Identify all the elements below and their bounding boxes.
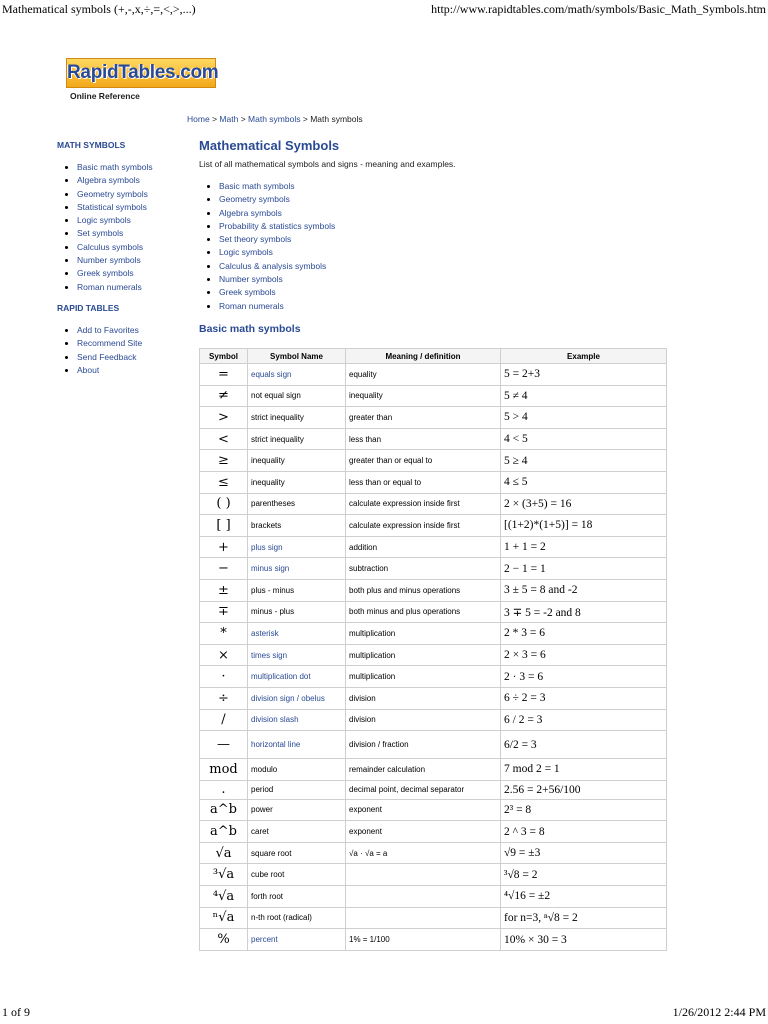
meaning-cell: multiplication bbox=[346, 644, 501, 666]
table-row bbox=[200, 842, 667, 864]
column-header: Meaning / definition bbox=[346, 349, 501, 364]
example-cell: 5 > 4 bbox=[501, 407, 667, 429]
table-row bbox=[200, 709, 667, 731]
symbol-cell: = bbox=[200, 364, 248, 386]
symbol-cell: ( ) bbox=[200, 493, 248, 515]
meaning-cell: multiplication bbox=[346, 623, 501, 645]
breadcrumb bbox=[187, 114, 363, 124]
toc-item bbox=[219, 180, 335, 193]
toc-link[interactable]: Algebra symbols bbox=[219, 207, 282, 218]
sidebar-math-item bbox=[77, 188, 153, 201]
symbol-cell: . bbox=[200, 780, 248, 799]
symbol-name-link[interactable]: plus sign bbox=[251, 542, 283, 552]
symbol-name-link[interactable]: division sign / obelus bbox=[251, 693, 325, 703]
breadcrumb-math[interactable]: Math bbox=[219, 114, 239, 124]
column-header: Symbol bbox=[200, 349, 248, 364]
table-row bbox=[200, 428, 667, 450]
meaning-cell: both plus and minus operations bbox=[346, 579, 501, 601]
symbol-name-link[interactable]: minus sign bbox=[251, 564, 290, 574]
sidebar-math-link[interactable]: Basic math symbols bbox=[77, 162, 153, 172]
example-cell: 10% × 30 = 3 bbox=[501, 929, 667, 951]
symbol-name-link[interactable]: horizontal line bbox=[251, 740, 301, 750]
symbol-name-cell: minus - plus bbox=[248, 601, 346, 623]
sidebar-math-item bbox=[77, 161, 153, 174]
example-cell: 5 ≥ 4 bbox=[501, 450, 667, 472]
symbol-cell: mod bbox=[200, 759, 248, 781]
sidebar-math-item bbox=[77, 227, 153, 240]
meaning-cell: calculate expression inside first bbox=[346, 493, 501, 515]
symbol-name-cell: caret bbox=[248, 821, 346, 843]
symbol-name-cell: brackets bbox=[248, 515, 346, 537]
example-cell: 2 − 1 = 1 bbox=[501, 558, 667, 580]
toc-link[interactable]: Number symbols bbox=[219, 274, 283, 285]
table-row bbox=[200, 493, 667, 515]
sidebar-rapid-link[interactable]: Send Feedback bbox=[77, 351, 137, 362]
meaning-cell: addition bbox=[346, 536, 501, 558]
meaning-cell: less than or equal to bbox=[346, 471, 501, 493]
sidebar-rapid-item bbox=[77, 324, 142, 337]
example-cell: 5 = 2+3 bbox=[501, 364, 667, 386]
meaning-cell bbox=[346, 864, 501, 886]
sidebar-rapid-list bbox=[66, 324, 142, 377]
symbol-name-cell: period bbox=[248, 780, 346, 799]
meaning-cell: division bbox=[346, 687, 501, 709]
symbol-name-cell: strict inequality bbox=[248, 428, 346, 450]
print-page-number: 1 of 9 bbox=[2, 1005, 30, 1019]
symbol-cell: a^b bbox=[200, 799, 248, 821]
symbol-name-cell: modulo bbox=[248, 759, 346, 781]
symbol-name-link[interactable]: multiplication dot bbox=[251, 672, 311, 682]
sidebar-rapid-item bbox=[77, 337, 142, 350]
table-row bbox=[200, 601, 667, 623]
symbol-name-cell: parentheses bbox=[248, 493, 346, 515]
toc-link[interactable]: Calculus & analysis symbols bbox=[219, 260, 327, 271]
symbol-name-cell bbox=[248, 364, 346, 386]
print-url: http://www.rapidtables.com/math/symbols/Basic_Math_Symbols.htm bbox=[431, 2, 766, 16]
meaning-cell: inequality bbox=[346, 385, 501, 407]
example-cell: 6 / 2 = 3 bbox=[501, 709, 667, 731]
toc-item bbox=[219, 220, 335, 233]
symbol-name-cell bbox=[248, 731, 346, 759]
symbol-cell: ⁿ√a bbox=[200, 907, 248, 929]
table-row bbox=[200, 821, 667, 843]
symbol-name-cell bbox=[248, 558, 346, 580]
symbol-cell: ÷ bbox=[200, 687, 248, 709]
symbol-cell: ∓ bbox=[200, 601, 248, 623]
symbol-cell: + bbox=[200, 536, 248, 558]
toc-item bbox=[219, 300, 335, 313]
table-row bbox=[200, 385, 667, 407]
meaning-cell: multiplication bbox=[346, 666, 501, 688]
sidebar-math-item bbox=[77, 254, 153, 267]
symbol-cell: — bbox=[200, 731, 248, 759]
meaning-cell: calculate expression inside first bbox=[346, 515, 501, 537]
example-cell: 5 ≠ 4 bbox=[501, 385, 667, 407]
meaning-cell: equality bbox=[346, 364, 501, 386]
symbol-name-cell bbox=[248, 644, 346, 666]
page-description: List of all mathematical symbols and signs - meaning and examples. bbox=[199, 159, 456, 169]
meaning-cell: remainder calculation bbox=[346, 759, 501, 781]
meaning-cell: √a · √a = a bbox=[346, 842, 501, 864]
site-logo[interactable] bbox=[66, 58, 219, 88]
symbol-cell: ⁴√a bbox=[200, 886, 248, 908]
sidebar-math-link[interactable]: Geometry symbols bbox=[77, 188, 148, 199]
sidebar-math-item bbox=[77, 174, 153, 187]
sidebar-math-link[interactable]: Set symbols bbox=[77, 228, 124, 239]
meaning-cell: 1% = 1/100 bbox=[346, 929, 501, 951]
page-title: Mathematical Symbols bbox=[199, 138, 340, 153]
symbol-name-cell bbox=[248, 666, 346, 688]
section-title: Basic math symbols bbox=[199, 323, 301, 335]
symbol-cell: [ ] bbox=[200, 515, 248, 537]
symbol-name-cell: inequality bbox=[248, 450, 346, 472]
symbol-name-cell: not equal sign bbox=[248, 385, 346, 407]
table-row bbox=[200, 886, 667, 908]
symbol-name-cell bbox=[248, 536, 346, 558]
symbol-name-cell: cube root bbox=[248, 864, 346, 886]
toc-item bbox=[219, 246, 335, 259]
symbol-name-link[interactable]: equals sign bbox=[251, 369, 292, 379]
example-cell: 4 < 5 bbox=[501, 428, 667, 450]
toc-link[interactable]: Roman numerals bbox=[219, 300, 284, 311]
sidebar-math-link[interactable]: Logic symbols bbox=[77, 215, 131, 226]
example-cell: 2³ = 8 bbox=[501, 799, 667, 821]
symbol-cell: < bbox=[200, 428, 248, 450]
table-row bbox=[200, 907, 667, 929]
example-cell: ⁴√16 = ±2 bbox=[501, 886, 667, 908]
table-row bbox=[200, 623, 667, 645]
sidebar-math-item bbox=[77, 241, 153, 254]
table-row bbox=[200, 558, 667, 580]
toc-link[interactable]: Logic symbols bbox=[219, 247, 273, 258]
example-cell: √9 = ±3 bbox=[501, 842, 667, 864]
example-cell: 2 × (3+5) = 16 bbox=[501, 493, 667, 515]
example-cell: 2 ^ 3 = 8 bbox=[501, 821, 667, 843]
table-row bbox=[200, 929, 667, 951]
symbol-name-cell: n-th root (radical) bbox=[248, 907, 346, 929]
symbol-name-cell: strict inequality bbox=[248, 407, 346, 429]
toc-link[interactable]: Set theory symbols bbox=[219, 234, 292, 245]
meaning-cell: greater than bbox=[346, 407, 501, 429]
table-row bbox=[200, 864, 667, 886]
table-row bbox=[200, 759, 667, 781]
symbol-cell: ≤ bbox=[200, 471, 248, 493]
table-row bbox=[200, 515, 667, 537]
table-row bbox=[200, 687, 667, 709]
breadcrumb-separator: > bbox=[240, 114, 246, 124]
symbol-name-cell bbox=[248, 687, 346, 709]
table-header-row bbox=[200, 349, 667, 364]
symbol-cell: a^b bbox=[200, 821, 248, 843]
symbol-cell: · bbox=[200, 666, 248, 688]
example-cell: 2 · 3 = 6 bbox=[501, 666, 667, 688]
column-header: Symbol Name bbox=[248, 349, 346, 364]
sidebar-math-title: MATH SYMBOLS bbox=[57, 140, 126, 150]
logo-text: RapidTables.com bbox=[67, 62, 219, 83]
example-cell: [(1+2)*(1+5)] = 18 bbox=[501, 515, 667, 537]
example-cell: 1 + 1 = 2 bbox=[501, 536, 667, 558]
symbol-cell: / bbox=[200, 709, 248, 731]
symbol-cell: × bbox=[200, 644, 248, 666]
sidebar-rapid-link[interactable]: Recommend Site bbox=[77, 338, 143, 349]
breadcrumb-home[interactable]: Home bbox=[187, 114, 210, 124]
symbol-name-cell bbox=[248, 623, 346, 645]
toc-link[interactable]: Greek symbols bbox=[219, 287, 276, 298]
table-body bbox=[200, 364, 667, 951]
breadcrumb-current: Math symbols bbox=[310, 114, 363, 124]
symbol-cell: ≠ bbox=[200, 385, 248, 407]
example-cell: 2 × 3 = 6 bbox=[501, 644, 667, 666]
toc-item bbox=[219, 286, 335, 299]
sidebar-math-link[interactable]: Roman numerals bbox=[77, 281, 142, 292]
sidebar-rapid-link[interactable]: Add to Favorites bbox=[77, 325, 139, 335]
meaning-cell: subtraction bbox=[346, 558, 501, 580]
sidebar-rapid-title: RAPID TABLES bbox=[57, 303, 120, 313]
table-row bbox=[200, 579, 667, 601]
meaning-cell: division bbox=[346, 709, 501, 731]
sidebar-math-link[interactable]: Greek symbols bbox=[77, 268, 134, 279]
print-header bbox=[0, 0, 768, 22]
symbols-table bbox=[199, 348, 667, 951]
breadcrumb-separator: > bbox=[302, 114, 308, 124]
print-title: Mathematical symbols (+,-,x,÷,=,<,>,...) bbox=[2, 2, 196, 16]
example-cell: for n=3, ⁿ√8 = 2 bbox=[501, 907, 667, 929]
example-cell: 7 mod 2 = 1 bbox=[501, 759, 667, 781]
meaning-cell: division / fraction bbox=[346, 731, 501, 759]
meaning-cell bbox=[346, 907, 501, 929]
toc-link[interactable]: Basic math symbols bbox=[219, 181, 295, 191]
symbol-name-cell: plus - minus bbox=[248, 579, 346, 601]
sidebar-math-link[interactable]: Number symbols bbox=[77, 255, 141, 266]
example-cell: 2 * 3 = 6 bbox=[501, 623, 667, 645]
toc-item bbox=[219, 193, 335, 206]
sidebar-math-item bbox=[77, 214, 153, 227]
print-footer bbox=[0, 1002, 768, 1024]
meaning-cell: exponent bbox=[346, 821, 501, 843]
table-row bbox=[200, 450, 667, 472]
symbol-name-link[interactable]: asterisk bbox=[251, 628, 279, 638]
table-row bbox=[200, 407, 667, 429]
table-of-contents bbox=[208, 180, 335, 313]
symbol-name-cell: power bbox=[248, 799, 346, 821]
site-tagline: Online Reference bbox=[70, 91, 140, 101]
example-cell: 3 ± 5 = 8 and -2 bbox=[501, 579, 667, 601]
sidebar-rapid-item bbox=[77, 364, 142, 377]
meaning-cell: less than bbox=[346, 428, 501, 450]
sidebar-math-item bbox=[77, 281, 153, 294]
symbol-name-cell bbox=[248, 929, 346, 951]
symbol-cell: * bbox=[200, 623, 248, 645]
meaning-cell bbox=[346, 886, 501, 908]
example-cell: 3 ∓ 5 = -2 and 8 bbox=[501, 601, 667, 623]
symbol-name-link[interactable]: times sign bbox=[251, 650, 288, 660]
meaning-cell: exponent bbox=[346, 799, 501, 821]
example-cell: 6/2 = 3 bbox=[501, 731, 667, 759]
table-row bbox=[200, 364, 667, 386]
symbol-name-cell bbox=[248, 709, 346, 731]
toc-link[interactable]: Probability & statistics symbols bbox=[219, 220, 336, 231]
toc-link[interactable]: Geometry symbols bbox=[219, 194, 290, 205]
example-cell: 2.56 = 2+56/100 bbox=[501, 780, 667, 799]
table-row bbox=[200, 666, 667, 688]
symbol-cell: > bbox=[200, 407, 248, 429]
sidebar-math-list bbox=[66, 161, 153, 294]
table-row bbox=[200, 471, 667, 493]
toc-item bbox=[219, 233, 335, 246]
toc-item bbox=[219, 273, 335, 286]
breadcrumb-separator: > bbox=[212, 114, 218, 124]
table-row bbox=[200, 780, 667, 799]
symbol-cell: √a bbox=[200, 842, 248, 864]
table-row bbox=[200, 799, 667, 821]
table-row bbox=[200, 536, 667, 558]
table-row bbox=[200, 731, 667, 759]
meaning-cell: both minus and plus operations bbox=[346, 601, 501, 623]
symbol-name-link[interactable]: percent bbox=[251, 935, 278, 945]
symbol-cell: − bbox=[200, 558, 248, 580]
meaning-cell: decimal point, decimal separator bbox=[346, 780, 501, 799]
sidebar-math-item bbox=[77, 201, 153, 214]
toc-item bbox=[219, 260, 335, 273]
sidebar-rapid-item bbox=[77, 351, 142, 364]
symbol-cell: ³√a bbox=[200, 864, 248, 886]
symbol-cell: ± bbox=[200, 579, 248, 601]
symbol-name-cell: inequality bbox=[248, 471, 346, 493]
symbol-name-cell: square root bbox=[248, 842, 346, 864]
sidebar-rapid-link[interactable]: About bbox=[77, 364, 100, 375]
toc-item bbox=[219, 207, 335, 220]
sidebar-math-link[interactable]: Algebra symbols bbox=[77, 175, 140, 186]
sidebar-math-item bbox=[77, 267, 153, 280]
meaning-cell: greater than or equal to bbox=[346, 450, 501, 472]
sidebar-math-link[interactable]: Calculus symbols bbox=[77, 241, 144, 252]
table-row bbox=[200, 644, 667, 666]
sidebar-math-link[interactable]: Statistical symbols bbox=[77, 201, 147, 212]
symbol-name-link[interactable]: division slash bbox=[251, 715, 299, 725]
column-header: Example bbox=[501, 349, 667, 364]
breadcrumb-math-symbols[interactable]: Math symbols bbox=[248, 114, 301, 124]
symbol-name-cell: forth root bbox=[248, 886, 346, 908]
example-cell: ³√8 = 2 bbox=[501, 864, 667, 886]
example-cell: 4 ≤ 5 bbox=[501, 471, 667, 493]
example-cell: 6 ÷ 2 = 3 bbox=[501, 687, 667, 709]
symbol-cell: % bbox=[200, 929, 248, 951]
symbol-cell: ≥ bbox=[200, 450, 248, 472]
print-datetime: 1/26/2012 2:44 PM bbox=[672, 1005, 766, 1019]
